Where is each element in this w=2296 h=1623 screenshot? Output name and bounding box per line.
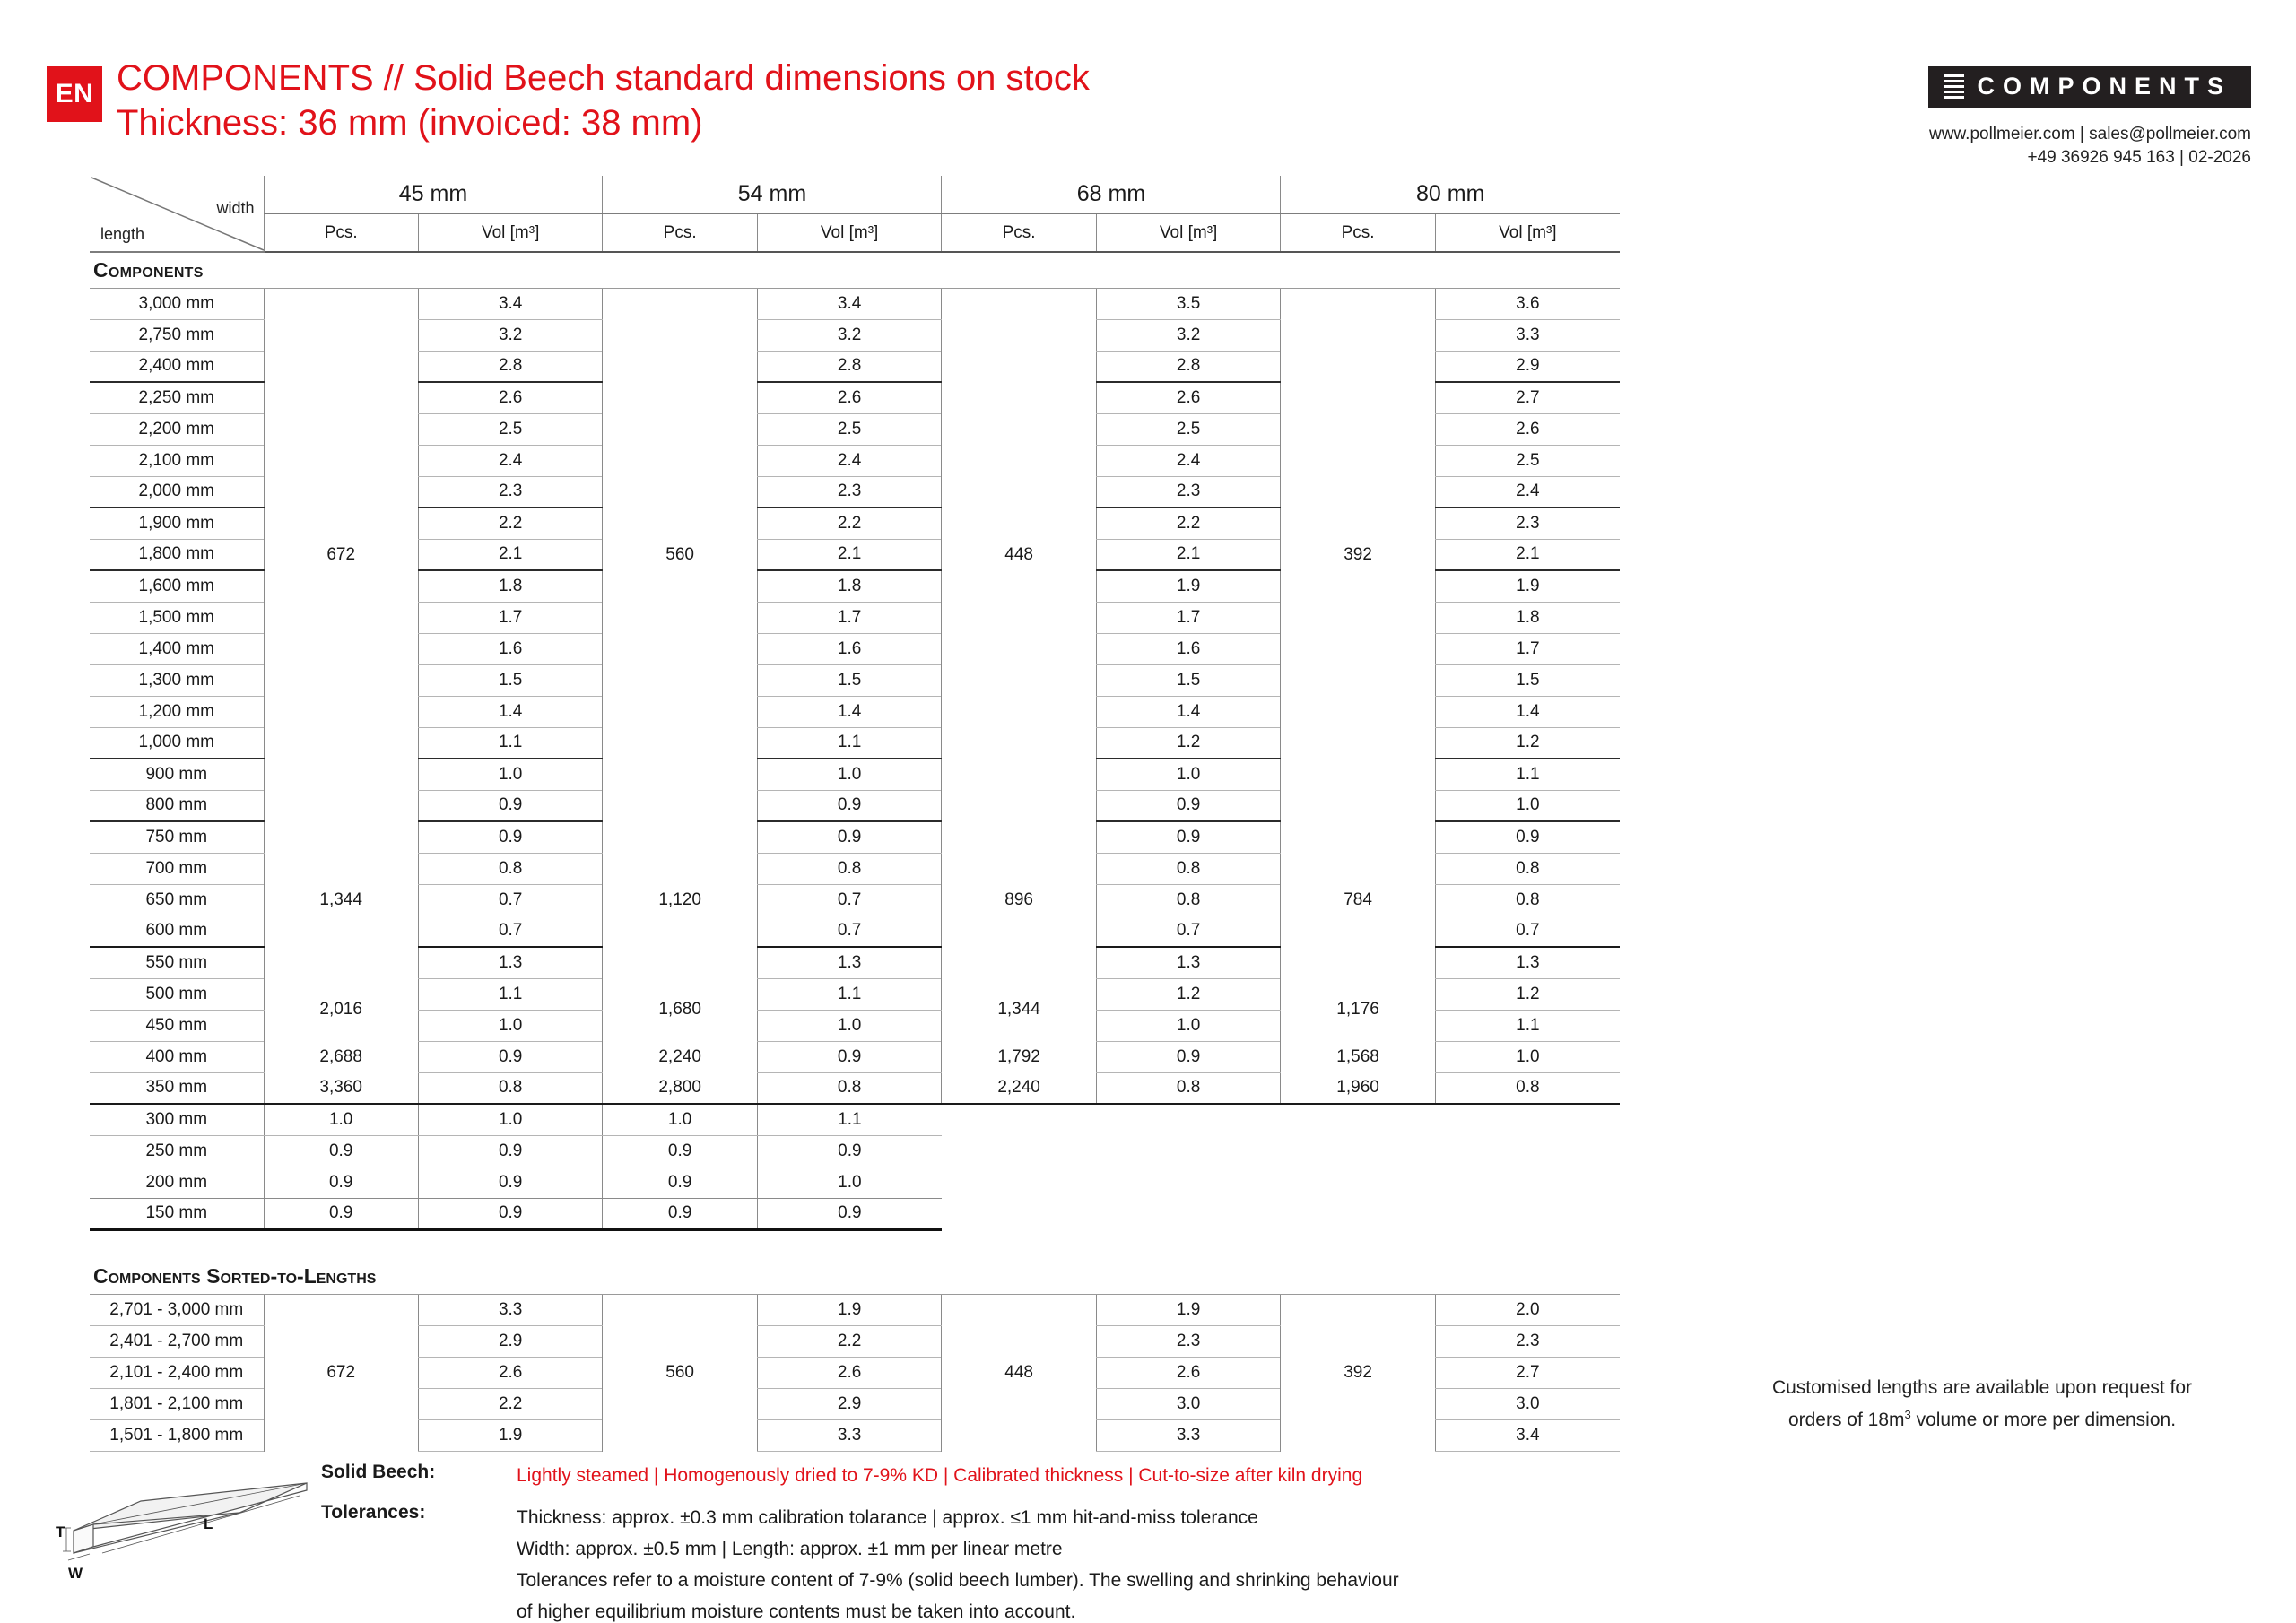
dimensions-table [90,176,1620,1452]
vol-cell: 3.2 [418,319,603,351]
row-length-label: 2,250 mm [90,382,264,413]
width-axis-label: width [216,199,255,217]
beam-diagram [56,1481,316,1620]
row-length-label: 2,400 mm [90,351,264,382]
vol-cell: 1.5 [418,664,603,696]
solid-beech-label: Solid Beech: [321,1462,436,1482]
vol-cell: 3.5 [1096,288,1281,319]
vol-cell: 2.1 [1096,539,1281,570]
col-header-pcs-45: Pcs. [264,213,418,252]
vol-cell: 3.3 [1435,319,1620,351]
vol-cell: 1.0 [1096,759,1281,790]
vol-cell: 0.9 [264,1167,418,1198]
vol-cell: 3.4 [1435,1419,1620,1451]
vol-cell: 2.6 [1435,413,1620,445]
vol-cell: 3.3 [418,1294,603,1325]
tolerances-row [321,1502,1622,1623]
vol-cell: 0.7 [418,916,603,947]
row-length-label: 1,300 mm [90,664,264,696]
vol-cell: 3.6 [1435,288,1620,319]
specification-block [321,1462,1622,1623]
row-length-label: 150 mm [90,1198,264,1229]
vol-cell: 1.0 [418,759,603,790]
vol-cell: 2.9 [1435,351,1620,382]
pcs-cell: 560 [603,288,757,821]
row-length-label: 350 mm [90,1072,264,1104]
vol-cell: 0.9 [757,1041,942,1072]
vol-cell: 0.8 [1435,853,1620,884]
vol-cell: 2.6 [418,1357,603,1388]
vol-cell: 0.8 [1435,1072,1620,1104]
vol-cell: 0.8 [1096,853,1281,884]
vol-cell: 1.0 [757,1010,942,1041]
row-length-label: 1,801 - 2,100 mm [90,1388,264,1419]
vol-cell: 0.8 [418,853,603,884]
table-row [90,288,1620,319]
vol-cell: 1.1 [757,1104,942,1135]
note-line-2-pre: orders of 18m [1787,1410,1905,1430]
vol-cell: 2.5 [757,413,942,445]
col-header-vol-80: Vol [m³] [1435,213,1620,252]
row-length-label: 1,500 mm [90,602,264,633]
vol-cell: 1.9 [757,1294,942,1325]
vol-cell: 3.3 [1096,1419,1281,1451]
vol-cell: 1.0 [757,759,942,790]
section-title: Components [90,252,1620,288]
row-length-label: 2,100 mm [90,445,264,476]
pcs-cell: 2,800 [603,1072,757,1104]
vol-cell: 1.8 [1435,602,1620,633]
section-title-row [90,1253,1620,1294]
vol-cell: 1.0 [418,1010,603,1041]
solid-beech-row [321,1462,1622,1489]
col-header-vol-54: Vol [m³] [757,213,942,252]
svg-text:L: L [204,1515,213,1532]
row-length-label: 450 mm [90,1010,264,1041]
row-length-label: 600 mm [90,916,264,947]
vol-cell: 1.4 [757,696,942,727]
vol-cell: 0.9 [757,821,942,853]
vol-cell: 0.8 [1096,884,1281,916]
table-row [90,1167,1620,1198]
length-axis-label: length [100,225,145,243]
corner-header-cell [90,176,264,252]
width-group-header-68: 68 mm [942,176,1281,213]
vol-cell: 2.4 [418,445,603,476]
pcs-cell: 1,344 [942,978,1096,1041]
pcs-cell: 2,240 [603,1041,757,1072]
pcs-cell: 3,360 [264,1072,418,1104]
tolerances-line-3: Tolerances refer to a moisture content of 7-9% (solid beech lumber). The swelling and shrinking behaviour [517,1570,1399,1591]
note-line-1: Customised lengths are available upon request for [1771,1377,2193,1398]
pcs-cell: 448 [942,1294,1096,1451]
pcs-cell: 2,240 [942,1072,1096,1104]
vol-cell: 0.9 [603,1198,757,1229]
vol-cell: 1.4 [1435,696,1620,727]
pcs-cell: 2,688 [264,1041,418,1072]
vol-cell: 1.0 [1096,1010,1281,1041]
table-header [90,176,1620,252]
vol-cell: 2.5 [418,413,603,445]
vol-cell: 0.9 [603,1167,757,1198]
vol-cell: 0.9 [418,1167,603,1198]
row-length-label: 1,900 mm [90,508,264,539]
pcs-cell: 448 [942,288,1096,821]
table-row [90,1104,1620,1135]
pcs-cell: 1,960 [1281,1072,1435,1104]
row-length-label: 250 mm [90,1135,264,1167]
vol-cell: 3.4 [418,288,603,319]
row-length-label: 1,600 mm [90,570,264,602]
row-length-label: 3,000 mm [90,288,264,319]
vol-cell: 2.4 [1096,445,1281,476]
vol-cell: 2.2 [757,508,942,539]
col-header-pcs-54: Pcs. [603,213,757,252]
vol-cell: 1.0 [603,1104,757,1135]
vol-cell: 2.2 [418,508,603,539]
row-length-label: 550 mm [90,947,264,978]
vol-cell: 1.3 [757,947,942,978]
vol-cell: 2.2 [418,1388,603,1419]
vol-cell: 1.0 [1435,790,1620,821]
vol-cell: 2.7 [1435,1357,1620,1388]
vol-cell: 1.1 [1435,1010,1620,1041]
vol-cell: 1.6 [1096,633,1281,664]
tolerances-line-1: Thickness: approx. ±0.3 mm calibration tolarance | approx. ≤1 mm hit-and-miss tolerance [517,1507,1258,1528]
vol-cell: 1.6 [418,633,603,664]
vol-cell: 2.4 [757,445,942,476]
vol-cell: 0.8 [418,1072,603,1104]
vol-cell: 0.9 [1096,1041,1281,1072]
vol-cell: 2.0 [1435,1294,1620,1325]
section-title: Components Sorted-to-Lengths [90,1253,1620,1294]
table-body [90,252,1620,1451]
vol-cell: 1.1 [418,727,603,759]
vol-cell: 0.7 [757,916,942,947]
customised-lengths-note [1731,1375,2233,1434]
row-length-label: 750 mm [90,821,264,853]
row-length-label: 1,200 mm [90,696,264,727]
vol-cell: 1.2 [1096,978,1281,1010]
row-length-label: 500 mm [90,978,264,1010]
pcs-cell: 2,016 [264,978,418,1041]
row-length-label: 900 mm [90,759,264,790]
row-length-label: 300 mm [90,1104,264,1135]
row-length-label: 2,750 mm [90,319,264,351]
vol-cell: 0.8 [1435,884,1620,916]
solid-beech-value: Lightly steamed | Homogenously dried to 7-9% KD | Calibrated thickness | Cut-to-size after kiln drying [517,1465,1363,1486]
vol-cell: 1.1 [757,727,942,759]
vol-cell: 3.3 [757,1419,942,1451]
vol-cell: 2.7 [1435,382,1620,413]
pcs-cell: 1,568 [1281,1041,1435,1072]
tolerances-label: Tolerances: [321,1502,426,1523]
note-superscript: 3 [1904,1408,1911,1421]
vol-cell: 0.7 [418,884,603,916]
tolerances-line-2: Width: approx. ±0.5 mm | Length: approx. ±1 mm per linear metre [517,1539,1063,1559]
row-length-label: 2,000 mm [90,476,264,508]
vol-cell: 0.9 [757,790,942,821]
vol-cell: 2.3 [1435,1325,1620,1357]
vol-cell: 2.3 [1435,508,1620,539]
pcs-cell: 672 [264,288,418,821]
vol-cell: 0.9 [264,1135,418,1167]
vol-cell: 1.5 [757,664,942,696]
vol-cell: 0.8 [1096,1072,1281,1104]
vol-cell: 1.9 [418,1419,603,1451]
vol-cell: 0.7 [1096,916,1281,947]
vol-cell: 2.3 [757,476,942,508]
vol-cell: 2.3 [418,476,603,508]
pcs-cell: 1,176 [1281,978,1435,1041]
title-line-2: Thickness: 36 mm (invoiced: 38 mm) [117,103,703,143]
vol-cell: 1.3 [418,947,603,978]
vol-cell: 1.4 [1096,696,1281,727]
vol-cell: 0.9 [418,790,603,821]
vol-cell: 1.7 [757,602,942,633]
col-header-pcs-68: Pcs. [942,213,1096,252]
vol-cell: 0.7 [757,884,942,916]
vol-cell: 1.0 [264,1104,418,1135]
section-title-row [90,252,1620,288]
width-group-header-45: 45 mm [264,176,603,213]
vol-cell: 2.3 [1096,476,1281,508]
brand-logo [1928,66,2251,108]
svg-text:T: T [56,1523,65,1541]
table-row [90,1072,1620,1104]
vol-cell: 2.9 [418,1325,603,1357]
vol-cell: 0.9 [603,1135,757,1167]
vol-cell: 3.2 [1096,319,1281,351]
col-header-pcs-80: Pcs. [1281,213,1435,252]
row-length-label: 2,101 - 2,400 mm [90,1357,264,1388]
pcs-cell: 1,680 [603,978,757,1041]
vol-cell: 1.1 [1435,759,1620,790]
vol-cell: 2.6 [757,1357,942,1388]
vol-cell: 0.9 [418,1135,603,1167]
vol-cell: 1.7 [418,602,603,633]
pcs-cell: 1,792 [942,1041,1096,1072]
pcs-cell: 1,344 [264,821,418,978]
vol-cell: 1.2 [1435,727,1620,759]
vol-cell: 1.1 [418,978,603,1010]
vol-cell: 0.9 [418,1198,603,1229]
pcs-cell: 392 [1281,1294,1435,1451]
vol-cell: 1.7 [1096,602,1281,633]
vol-cell: 1.8 [757,570,942,602]
vol-cell: 1.5 [1435,664,1620,696]
table-row [90,821,1620,853]
vol-cell: 1.0 [1435,1041,1620,1072]
width-group-header-80: 80 mm [1281,176,1620,213]
vol-cell: 1.9 [1096,570,1281,602]
tolerances-value [517,1502,1399,1623]
pcs-cell: 784 [1281,821,1435,978]
row-length-label: 200 mm [90,1167,264,1198]
vol-cell: 3.0 [1096,1388,1281,1419]
vol-cell: 2.3 [1096,1325,1281,1357]
note-line-2-post: volume or more per dimension. [1910,1410,2177,1430]
pcs-cell: 672 [264,1294,418,1451]
vol-cell: 1.0 [418,1104,603,1135]
col-header-vol-68: Vol [m³] [1096,213,1281,252]
svg-text:W: W [68,1565,83,1582]
vol-cell: 1.2 [1435,978,1620,1010]
row-length-label: 1,501 - 1,800 mm [90,1419,264,1451]
pcs-cell: 392 [1281,288,1435,821]
vol-cell: 2.6 [1096,382,1281,413]
table-row [90,1198,1620,1229]
vol-cell: 2.2 [1096,508,1281,539]
table-row [90,978,1620,1010]
contact-info [1929,123,2251,169]
vol-cell: 1.9 [1096,1294,1281,1325]
table-row [90,1041,1620,1072]
vol-cell: 1.1 [757,978,942,1010]
vol-cell: 1.6 [757,633,942,664]
pcs-cell: 560 [603,1294,757,1451]
vol-cell: 2.1 [1435,539,1620,570]
vol-cell: 2.2 [757,1325,942,1357]
table-row [90,1294,1620,1325]
brand-logo-text: COMPONENTS [1977,73,2231,100]
vol-cell: 2.4 [1435,476,1620,508]
vol-cell: 0.9 [418,1041,603,1072]
language-badge: EN [47,66,102,122]
vol-cell: 2.5 [1096,413,1281,445]
table-row [90,1135,1620,1167]
hamburger-bars-icon [1944,74,1964,99]
vol-cell: 0.9 [1096,821,1281,853]
isometric-beam-icon [56,1481,316,1616]
row-length-label: 400 mm [90,1041,264,1072]
row-length-label: 2,200 mm [90,413,264,445]
vol-cell: 1.4 [418,696,603,727]
vol-cell: 2.6 [757,382,942,413]
vol-cell: 1.8 [418,570,603,602]
row-length-label: 1,000 mm [90,727,264,759]
vol-cell: 2.8 [757,351,942,382]
vol-cell: 2.8 [1096,351,1281,382]
vol-cell: 2.6 [1096,1357,1281,1388]
col-header-vol-45: Vol [m³] [418,213,603,252]
vol-cell: 1.3 [1435,947,1620,978]
vol-cell: 1.9 [1435,570,1620,602]
vol-cell: 0.8 [757,853,942,884]
vol-cell: 2.8 [418,351,603,382]
row-length-label: 1,800 mm [90,539,264,570]
vol-cell: 3.0 [1435,1388,1620,1419]
vol-cell: 2.6 [418,382,603,413]
row-length-label: 700 mm [90,853,264,884]
vol-cell: 0.9 [418,821,603,853]
vol-cell: 0.9 [1435,821,1620,853]
pcs-cell: 1,120 [603,821,757,978]
row-length-label: 2,401 - 2,700 mm [90,1325,264,1357]
page-title [117,56,1090,145]
vol-cell: 1.0 [757,1167,942,1198]
title-line-1: COMPONENTS // Solid Beech standard dimensions on stock [117,58,1090,98]
row-length-label: 1,400 mm [90,633,264,664]
vol-cell: 0.7 [1435,916,1620,947]
vol-cell: 2.5 [1435,445,1620,476]
vol-cell: 1.5 [1096,664,1281,696]
vol-cell: 0.8 [757,1072,942,1104]
vol-cell: 1.7 [1435,633,1620,664]
vol-cell: 1.2 [1096,727,1281,759]
vol-cell: 3.4 [757,288,942,319]
contact-line-1: www.pollmeier.com | sales@pollmeier.com [1929,125,2251,143]
vol-cell: 0.9 [757,1135,942,1167]
vol-cell: 3.2 [757,319,942,351]
tolerances-line-4: of higher equilibrium moisture contents must be taken into account. [517,1601,1076,1622]
section-spacer [90,1229,1620,1253]
row-length-label: 800 mm [90,790,264,821]
contact-line-2: +49 36926 945 163 | 02-2026 [2027,148,2251,167]
vol-cell: 0.9 [757,1198,942,1229]
spacer-cell [90,1229,1620,1253]
row-length-label: 650 mm [90,884,264,916]
pcs-cell: 896 [942,821,1096,978]
row-length-label: 2,701 - 3,000 mm [90,1294,264,1325]
vol-cell: 2.1 [418,539,603,570]
vol-cell: 1.3 [1096,947,1281,978]
vol-cell: 2.1 [757,539,942,570]
vol-cell: 2.9 [757,1388,942,1419]
vol-cell: 0.9 [1096,790,1281,821]
vol-cell: 0.9 [264,1198,418,1229]
width-group-header-54: 54 mm [603,176,942,213]
